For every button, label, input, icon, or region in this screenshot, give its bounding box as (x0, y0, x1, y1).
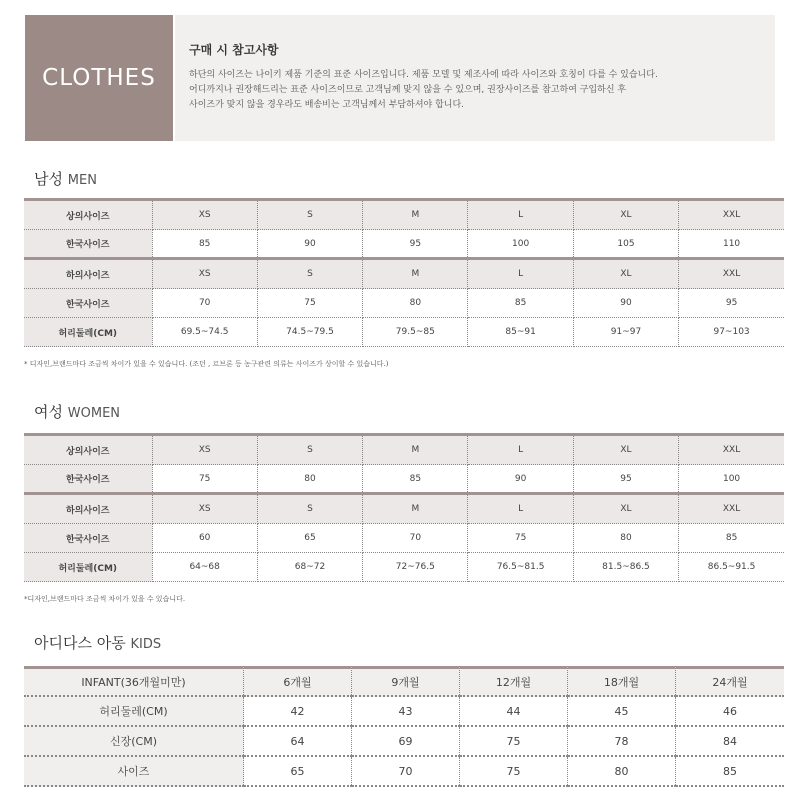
table-cell: S (257, 200, 362, 230)
notice-line: 하단의 사이즈는 나이키 제품 기준의 표준 사이즈입니다. 제품 모델 및 제조사에 따라 사이즈와 호칭이 다를 수 있습니다. (189, 70, 658, 80)
table-cell: M (363, 494, 468, 524)
table-cell: 85 (676, 757, 784, 787)
table-cell: 80 (573, 524, 678, 553)
table-cell: 97~103 (679, 318, 784, 347)
table-cell: 85 (363, 465, 468, 494)
table-cell: 91~97 (573, 318, 678, 347)
kids-size-table (24, 666, 784, 787)
table-cell: S (257, 435, 362, 465)
table-cell: 42 (244, 697, 352, 727)
table-row (24, 435, 784, 465)
table-cell: 60 (152, 524, 257, 553)
table-cell: 6개월 (244, 666, 352, 697)
section-title-women (34, 401, 120, 422)
table-cell: XXL (679, 200, 784, 230)
row-label: INFANT(36개월미만) (24, 666, 244, 697)
section-title-en: KIDS (130, 637, 162, 652)
table-cell: XL (573, 200, 678, 230)
section-title-kids (34, 632, 161, 653)
section-title-ko: 여성 (34, 403, 63, 421)
table-cell: XXL (679, 435, 784, 465)
row-label: 사이즈 (24, 757, 244, 787)
row-label: 한국사이즈 (24, 524, 152, 553)
table-row (24, 259, 784, 289)
table-cell: 65 (257, 524, 362, 553)
row-label: 허리둘레(CM) (24, 697, 244, 727)
table-cell: XXL (679, 494, 784, 524)
table-cell: 69.5~74.5 (152, 318, 257, 347)
table-row (24, 697, 784, 727)
table-cell: 85 (468, 289, 573, 318)
table-cell: 79.5~85 (363, 318, 468, 347)
table-cell: 75 (257, 289, 362, 318)
table-cell: XS (152, 200, 257, 230)
table-row (24, 465, 784, 494)
section-title-men (34, 168, 97, 189)
table-cell: XXL (679, 259, 784, 289)
table-cell: 105 (573, 230, 678, 259)
purchase-notice (175, 15, 775, 141)
table-cell: 70 (352, 757, 460, 787)
table-row (24, 200, 784, 230)
table-cell: M (363, 435, 468, 465)
table-cell: XL (573, 435, 678, 465)
table-cell: 95 (573, 465, 678, 494)
table-cell: 95 (679, 289, 784, 318)
row-label: 한국사이즈 (24, 230, 152, 259)
table-cell: 75 (460, 727, 568, 757)
table-cell: 74.5~79.5 (257, 318, 362, 347)
notice-line: 어디까지나 권장해드리는 표준 사이즈이므로 고객님께 맞지 않을 수 있으며, 권장사이즈를 참고하여 구입하신 후 (189, 85, 627, 95)
table-cell: 76.5~81.5 (468, 553, 573, 582)
men-size-table (24, 198, 784, 347)
table-row (24, 230, 784, 259)
table-cell: L (468, 200, 573, 230)
table-cell: 86.5~91.5 (679, 553, 784, 582)
row-label: 하의사이즈 (24, 494, 152, 524)
table-row (24, 318, 784, 347)
table-cell: 64 (244, 727, 352, 757)
header-banner (22, 12, 778, 144)
table-row (24, 289, 784, 318)
men-note: * 디자인,브랜드마다 조금씩 차이가 있을 수 있습니다. (조던 , 르브론 등 농구관련 의류는 사이즈가 상이할 수 있습니다.) (24, 360, 389, 368)
table-row (24, 553, 784, 582)
table-cell: 64~68 (152, 553, 257, 582)
table-cell: 80 (568, 757, 676, 787)
table-cell: S (257, 494, 362, 524)
table-cell: XL (573, 259, 678, 289)
table-cell: 70 (363, 524, 468, 553)
section-title-en: MEN (67, 173, 97, 188)
brand-box (25, 15, 173, 141)
table-cell: 100 (679, 465, 784, 494)
table-cell: 90 (573, 289, 678, 318)
brand-title: CLOTHES (42, 65, 156, 91)
table-cell: L (468, 494, 573, 524)
table-cell: 84 (676, 727, 784, 757)
table-cell: 43 (352, 697, 460, 727)
table-cell: 80 (257, 465, 362, 494)
row-label: 한국사이즈 (24, 465, 152, 494)
row-label: 상의사이즈 (24, 435, 152, 465)
table-cell: 44 (460, 697, 568, 727)
table-cell: M (363, 259, 468, 289)
table-cell: 90 (257, 230, 362, 259)
section-title-ko: 남성 (34, 170, 63, 188)
row-label: 한국사이즈 (24, 289, 152, 318)
table-cell: 68~72 (257, 553, 362, 582)
table-cell: 80 (363, 289, 468, 318)
table-row (24, 524, 784, 553)
table-cell: 85 (152, 230, 257, 259)
row-label: 허리둘레(CM) (24, 553, 152, 582)
table-cell: 95 (363, 230, 468, 259)
table-cell: 75 (460, 757, 568, 787)
table-cell: 45 (568, 697, 676, 727)
table-row (24, 494, 784, 524)
table-row (24, 727, 784, 757)
table-cell: L (468, 259, 573, 289)
table-cell: S (257, 259, 362, 289)
table-cell: L (468, 435, 573, 465)
table-cell: 75 (152, 465, 257, 494)
notice-line: 사이즈가 맞지 않을 경우라도 배송비는 고객님께서 부담하셔야 합니다. (189, 100, 465, 110)
table-cell: 110 (679, 230, 784, 259)
notice-title: 구매 시 참고사항 (189, 43, 279, 57)
table-cell: 9개월 (352, 666, 460, 697)
table-cell: 72~76.5 (363, 553, 468, 582)
table-cell: 75 (468, 524, 573, 553)
table-cell: XS (152, 435, 257, 465)
table-cell: M (363, 200, 468, 230)
table-cell: 24개월 (676, 666, 784, 697)
row-label: 허리둘레(CM) (24, 318, 152, 347)
table-row (24, 666, 784, 697)
table-cell: 18개월 (568, 666, 676, 697)
table-cell: 70 (152, 289, 257, 318)
women-size-table (24, 433, 784, 582)
row-label: 상의사이즈 (24, 200, 152, 230)
table-cell: 12개월 (460, 666, 568, 697)
table-cell: 69 (352, 727, 460, 757)
table-cell: 81.5~86.5 (573, 553, 678, 582)
table-cell: XS (152, 494, 257, 524)
section-title-ko: 아디다스 아동 (34, 634, 126, 652)
table-cell: 100 (468, 230, 573, 259)
table-cell: 90 (468, 465, 573, 494)
table-cell: 85~91 (468, 318, 573, 347)
table-cell: XL (573, 494, 678, 524)
women-note: *디자인,브랜드마다 조금씩 차이가 있을 수 있습니다. (24, 595, 186, 603)
table-cell: 85 (679, 524, 784, 553)
table-row (24, 757, 784, 787)
section-title-en: WOMEN (67, 406, 121, 421)
table-cell: 78 (568, 727, 676, 757)
row-label: 신장(CM) (24, 727, 244, 757)
table-cell: XS (152, 259, 257, 289)
table-cell: 65 (244, 757, 352, 787)
row-label: 하의사이즈 (24, 259, 152, 289)
table-cell: 46 (676, 697, 784, 727)
